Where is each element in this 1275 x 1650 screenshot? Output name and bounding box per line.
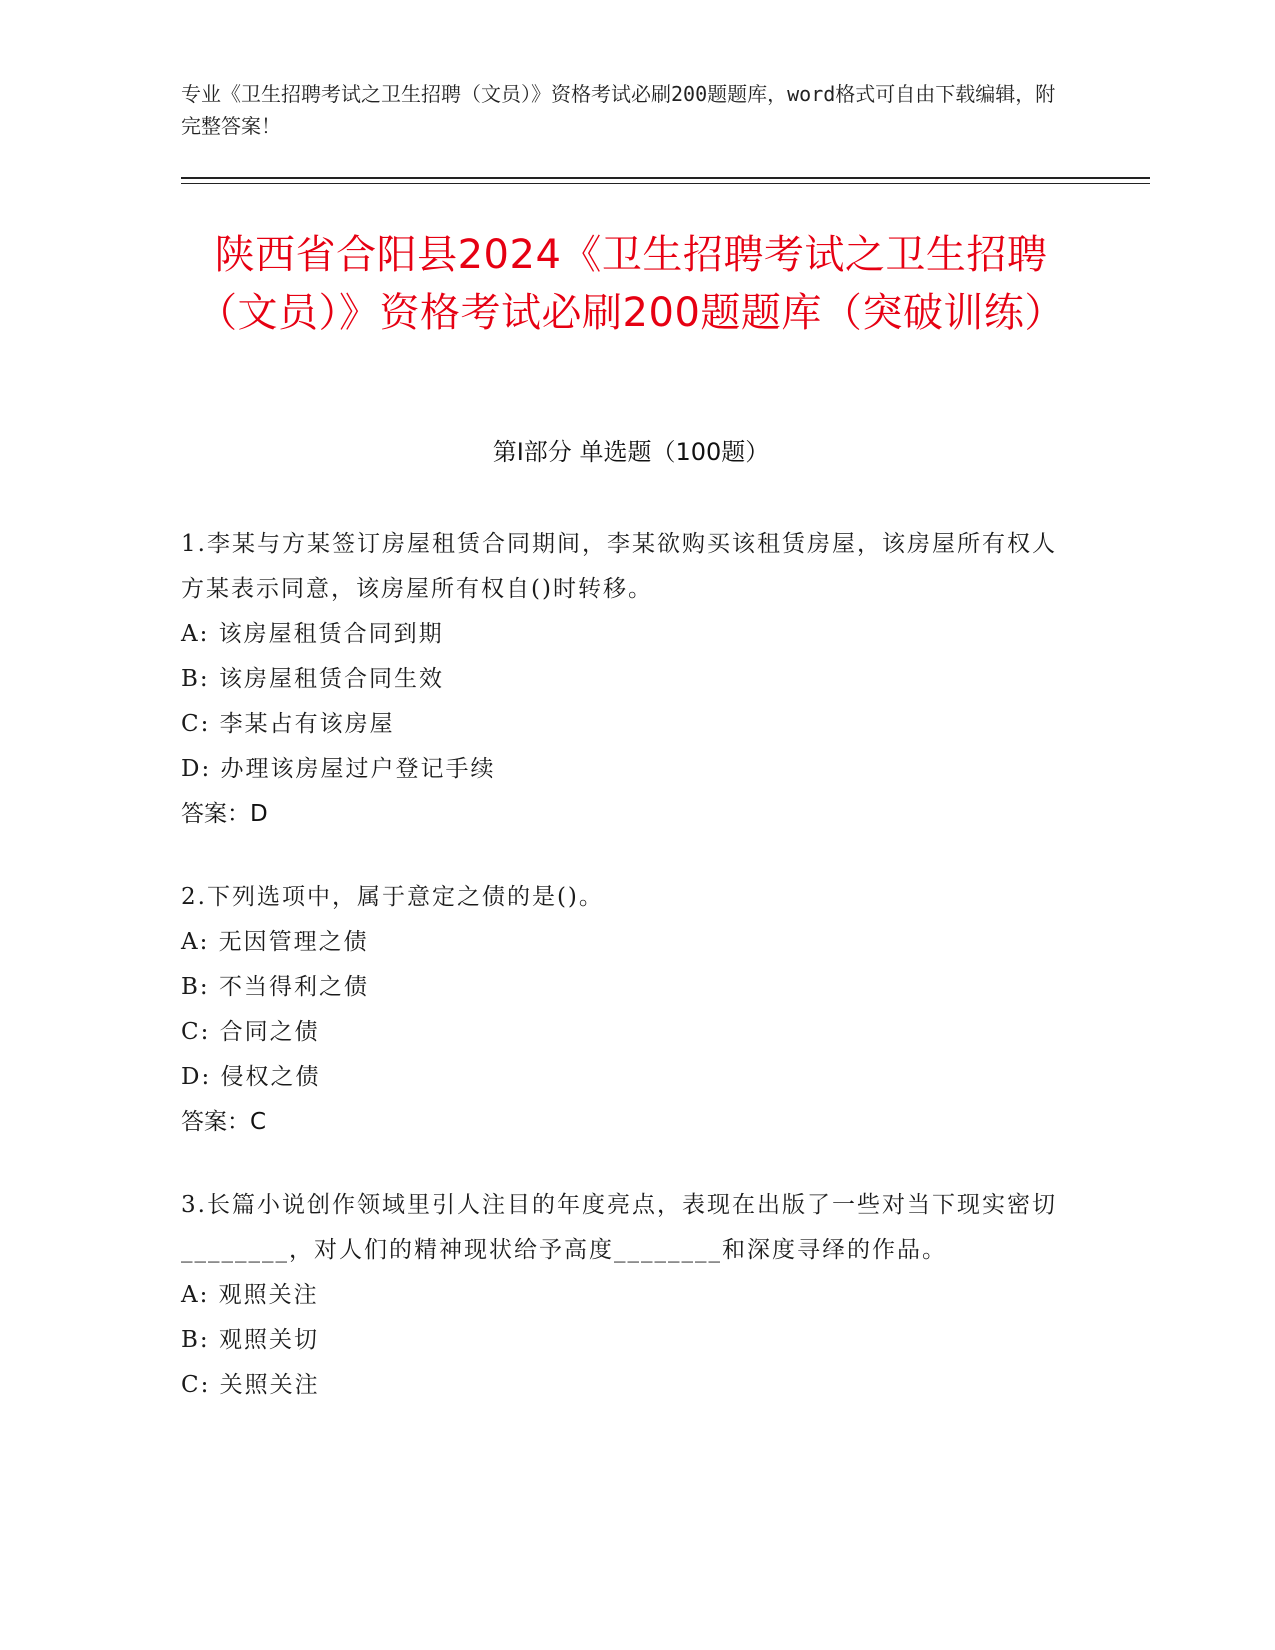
option-c: C: 合同之债	[181, 1019, 320, 1045]
option-b: B: 观照关切	[181, 1327, 319, 1353]
question-1	[181, 522, 1061, 837]
header-rule-thick	[181, 177, 1150, 179]
document-title: 陕西省合阳县2024《卫生招聘考试之卫生招聘（文员）》资格考试必刷200题题库（突破训练）	[197, 232, 1065, 336]
answer-line: 答案：D	[181, 801, 268, 827]
question-3	[181, 1183, 1061, 1408]
answer-line: 答案：C	[181, 1109, 267, 1135]
question-2	[181, 875, 1061, 1145]
option-d: D: 侵权之债	[181, 1064, 321, 1090]
question-stem: 1.李某与方某签订房屋租赁合同期间，李某欲购买该租赁房屋，该房屋所有权人方某表示同意，该房屋所有权自()时转移。	[181, 531, 1057, 602]
header-rule-thin	[181, 183, 1150, 184]
option-a: A: 观照关注	[181, 1282, 319, 1308]
option-b: B: 该房屋租赁合同生效	[181, 666, 444, 692]
option-d: D: 办理该房屋过户登记手续	[181, 756, 496, 782]
option-a: A: 无因管理之债	[181, 929, 369, 955]
option-c: C: 李某占有该房屋	[181, 711, 395, 737]
header-note: 专业《卫生招聘考试之卫生招聘（文员）》资格考试必刷200题题库，word格式可自由下载编辑，附完整答案！	[181, 82, 1056, 138]
option-c: C: 关照关注	[181, 1372, 320, 1398]
question-list	[181, 522, 1061, 1446]
question-stem: 3.长篇小说创作领域里引人注目的年度亮点，表现在出版了一些对当下现实密切________，对人们的精神现状给予高度________和深度寻绎的作品。	[181, 1192, 1057, 1263]
option-b: B: 不当得利之债	[181, 974, 369, 1000]
question-stem: 2.下列选项中，属于意定之债的是()。	[181, 884, 604, 910]
section-heading: 第I部分 单选题（100题）	[492, 438, 770, 466]
option-a: A: 该房屋租赁合同到期	[181, 621, 444, 647]
